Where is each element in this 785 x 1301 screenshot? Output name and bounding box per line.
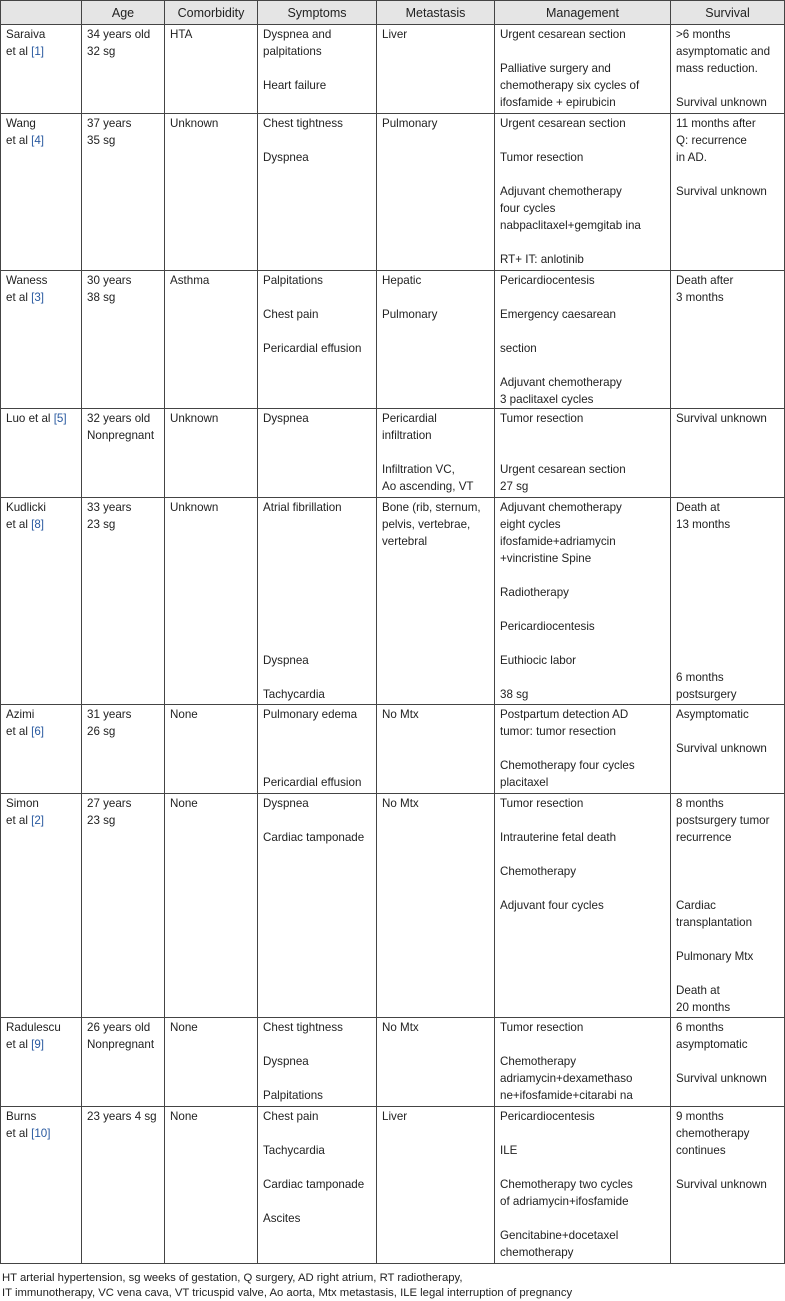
table-row: [1, 705, 785, 794]
reference-link[interactable]: [10]: [31, 1127, 51, 1140]
comorbidity-text: None: [170, 1110, 198, 1123]
header-management: Management: [495, 1, 671, 25]
table-row: [1, 794, 785, 1018]
age-cell: [82, 794, 165, 1018]
survival-text: Death after 3 months: [676, 274, 734, 304]
management-cell: [495, 1107, 671, 1264]
survival-text: Asymptomatic Survival unknown: [676, 708, 767, 755]
table-row: [1, 271, 785, 409]
metastasis-text: Pulmonary: [382, 117, 438, 130]
metastasis-text: No Mtx: [382, 708, 419, 721]
management-text: Urgent cesarean section Palliative surgery and chemotherapy six cycles of ifosfamide + epirubicin: [500, 28, 640, 109]
table-row: [1, 1107, 785, 1264]
management-text: Adjuvant chemotherapy eight cycles ifosfamide+adriamycin +vincristine Spine Radiotherapy Pericardiocentesis Euthiocic labor 38 sg: [500, 501, 622, 701]
header-symptoms: Symptoms: [258, 1, 377, 25]
header-comorbidity: Comorbidity: [165, 1, 258, 25]
management-text: Pericardiocentesis Emergency caesarean section Adjuvant chemotherapy 3 paclitaxel cycles: [500, 274, 622, 406]
survival-text: >6 months asymptomatic and mass reduction. Survival unknown: [676, 28, 771, 109]
symptoms-cell: [258, 25, 377, 114]
table-row: [1, 498, 785, 705]
metastasis-cell: [377, 498, 495, 705]
metastasis-cell: [377, 705, 495, 794]
comorbidity-text: None: [170, 797, 198, 810]
comorbidity-cell: [165, 1018, 258, 1107]
symptoms-text: Dyspnea and palpitations Heart failure: [263, 28, 332, 92]
age-text: 32 years old Nonpregnant: [87, 412, 155, 442]
management-cell: [495, 794, 671, 1018]
reference-link[interactable]: [4]: [31, 134, 45, 147]
author-name: Saraiva et al: [6, 28, 46, 58]
author-cell: [1, 794, 82, 1018]
survival-cell: [671, 114, 785, 271]
comorbidity-text: Asthma: [170, 274, 210, 287]
metastasis-text: Hepatic Pulmonary: [382, 274, 438, 321]
survival-cell: [671, 498, 785, 705]
age-text: 30 years 38 sg: [87, 274, 132, 304]
survival-text: Death at 13 months 6 months postsurgery: [676, 501, 737, 701]
symptoms-text: Chest tightness Dyspnea Palpitations: [263, 1021, 343, 1102]
comorbidity-cell: [165, 794, 258, 1018]
metastasis-cell: [377, 794, 495, 1018]
age-text: 33 years 23 sg: [87, 501, 132, 531]
author-cell: [1, 705, 82, 794]
footnote-line: HT arterial hypertension, sg weeks of gestation, Q surgery, AD right atrium, RT radiotherapy,: [2, 1272, 463, 1284]
management-text: Tumor resection Intrauterine fetal death Chemotherapy Adjuvant four cycles: [500, 797, 617, 912]
metastasis-cell: [377, 1107, 495, 1264]
comorbidity-cell: [165, 409, 258, 498]
metastasis-cell: [377, 1018, 495, 1107]
symptoms-cell: [258, 114, 377, 271]
survival-cell: [671, 1107, 785, 1264]
survival-text: 6 months asymptomatic Survival unknown: [676, 1021, 767, 1085]
reference-link[interactable]: [6]: [31, 725, 45, 738]
metastasis-cell: [377, 271, 495, 409]
age-text: 27 years 23 sg: [87, 797, 132, 827]
author-cell: [1, 114, 82, 271]
management-cell: [495, 1018, 671, 1107]
author-cell: [1, 25, 82, 114]
table-row: [1, 114, 785, 271]
management-cell: [495, 114, 671, 271]
symptoms-text: Palpitations Chest pain Pericardial effusion: [263, 274, 362, 355]
metastasis-text: Bone (rib, sternum, pelvis, vertebrae, vertebral: [382, 501, 481, 548]
comorbidity-cell: [165, 498, 258, 705]
comorbidity-text: Unknown: [170, 412, 219, 425]
metastasis-text: Liver: [382, 1110, 408, 1123]
management-text: Postpartum detection AD tumor: tumor resection Chemotherapy four cycles placitaxel: [500, 708, 635, 789]
symptoms-cell: [258, 498, 377, 705]
metastasis-cell: [377, 25, 495, 114]
survival-cell: [671, 409, 785, 498]
survival-text: 11 months after Q: recurrence in AD. Survival unknown: [676, 117, 767, 198]
symptoms-text: Dyspnea Cardiac tamponade: [263, 797, 365, 844]
author-name: Burns et al: [6, 1110, 37, 1140]
author-name: Simon et al: [6, 797, 39, 827]
survival-text: 9 months chemotherapy continues Survival unknown: [676, 1110, 767, 1191]
author-name: Wang et al: [6, 117, 36, 147]
header-age: Age: [82, 1, 165, 25]
symptoms-cell: [258, 271, 377, 409]
reference-link[interactable]: [3]: [31, 291, 45, 304]
symptoms-text: Chest pain Tachycardia Cardiac tamponade Ascites: [263, 1110, 365, 1225]
symptoms-text: Atrial fibrillation Dyspnea Tachycardia: [263, 501, 342, 701]
symptoms-cell: [258, 1107, 377, 1264]
survival-text: 8 months postsurgery tumor recurrence Cardiac transplantation Pulmonary Mtx Death at 20 months: [676, 797, 770, 1014]
comorbidity-cell: [165, 1107, 258, 1264]
age-cell: [82, 114, 165, 271]
reference-link[interactable]: [5]: [53, 412, 67, 425]
survival-cell: [671, 1018, 785, 1107]
metastasis-text: No Mtx: [382, 797, 419, 810]
metastasis-text: Pericardial infiltration Infiltration VC, Ao ascending, VT: [382, 412, 474, 493]
comorbidity-text: None: [170, 708, 198, 721]
header-survival: Survival: [671, 1, 785, 25]
management-text: Pericardiocentesis ILE Chemotherapy two cycles of adriamycin+ifosfamide Gencitabine+docetaxel chemotherapy: [500, 1110, 633, 1259]
table-header-row: [1, 1, 785, 25]
survival-cell: [671, 271, 785, 409]
comorbidity-cell: [165, 25, 258, 114]
footnote-line: IT immunotherapy, VC vena cava, VT tricuspid valve, Ao aorta, Mtx metastasis, ILE legal interruption of pregnancy: [2, 1287, 573, 1299]
reference-link[interactable]: [2]: [31, 814, 45, 827]
author-name: Kudlicki et al: [6, 501, 46, 531]
age-cell: [82, 1018, 165, 1107]
symptoms-cell: [258, 705, 377, 794]
symptoms-cell: [258, 1018, 377, 1107]
survival-cell: [671, 705, 785, 794]
age-cell: [82, 498, 165, 705]
comorbidity-cell: [165, 271, 258, 409]
table-row: [1, 409, 785, 498]
author-cell: [1, 1018, 82, 1107]
management-cell: [495, 409, 671, 498]
symptoms-text: Pulmonary edema Pericardial effusion: [263, 708, 362, 789]
symptoms-text: Chest tightness Dyspnea: [263, 117, 343, 164]
author-cell: [1, 271, 82, 409]
author-name: Azimi et al: [6, 708, 35, 738]
management-text: Tumor resection Urgent cesarean section 27 sg: [500, 412, 626, 493]
reference-link[interactable]: [9]: [31, 1038, 45, 1051]
survival-cell: [671, 25, 785, 114]
table-footnote: [0, 1264, 785, 1301]
age-text: 31 years 26 sg: [87, 708, 132, 738]
table-row: [1, 1018, 785, 1107]
metastasis-text: No Mtx: [382, 1021, 419, 1034]
table-row: [1, 25, 785, 114]
age-cell: [82, 1107, 165, 1264]
comorbidity-cell: [165, 705, 258, 794]
symptoms-text: Dyspnea: [263, 412, 309, 425]
age-cell: [82, 705, 165, 794]
author-name: Luo et al: [6, 412, 54, 425]
header-author: [1, 1, 82, 25]
age-text: 37 years 35 sg: [87, 117, 132, 147]
age-cell: [82, 271, 165, 409]
author-cell: [1, 409, 82, 498]
age-cell: [82, 409, 165, 498]
symptoms-cell: [258, 409, 377, 498]
author-cell: [1, 498, 82, 705]
age-text: 26 years old Nonpregnant: [87, 1021, 155, 1051]
reference-link[interactable]: [8]: [31, 518, 45, 531]
management-text: Tumor resection Chemotherapy adriamycin+dexamethaso ne+ifosfamide+citarabi na: [500, 1021, 633, 1102]
reference-link[interactable]: [1]: [31, 45, 45, 58]
age-text: 34 years old 32 sg: [87, 28, 151, 58]
comorbidity-text: None: [170, 1021, 198, 1034]
survival-text: Survival unknown: [676, 412, 767, 425]
metastasis-cell: [377, 409, 495, 498]
metastasis-cell: [377, 114, 495, 271]
symptoms-cell: [258, 794, 377, 1018]
comorbidity-text: Unknown: [170, 117, 219, 130]
management-cell: [495, 498, 671, 705]
comorbidity-cell: [165, 114, 258, 271]
management-cell: [495, 271, 671, 409]
age-text: 23 years 4 sg: [87, 1110, 157, 1123]
metastasis-text: Liver: [382, 28, 408, 41]
comorbidity-text: Unknown: [170, 501, 219, 514]
management-cell: [495, 25, 671, 114]
header-metastasis: Metastasis: [377, 1, 495, 25]
author-name: Waness et al: [6, 274, 48, 304]
survival-cell: [671, 794, 785, 1018]
age-cell: [82, 25, 165, 114]
management-text: Urgent cesarean section Tumor resection Adjuvant chemotherapy four cycles nabpaclitaxel+gemgitab ina RT+ IT: anlotinib: [500, 117, 641, 266]
author-cell: [1, 1107, 82, 1264]
management-cell: [495, 705, 671, 794]
author-name: Radulescu et al: [6, 1021, 61, 1051]
comorbidity-text: HTA: [170, 28, 193, 41]
